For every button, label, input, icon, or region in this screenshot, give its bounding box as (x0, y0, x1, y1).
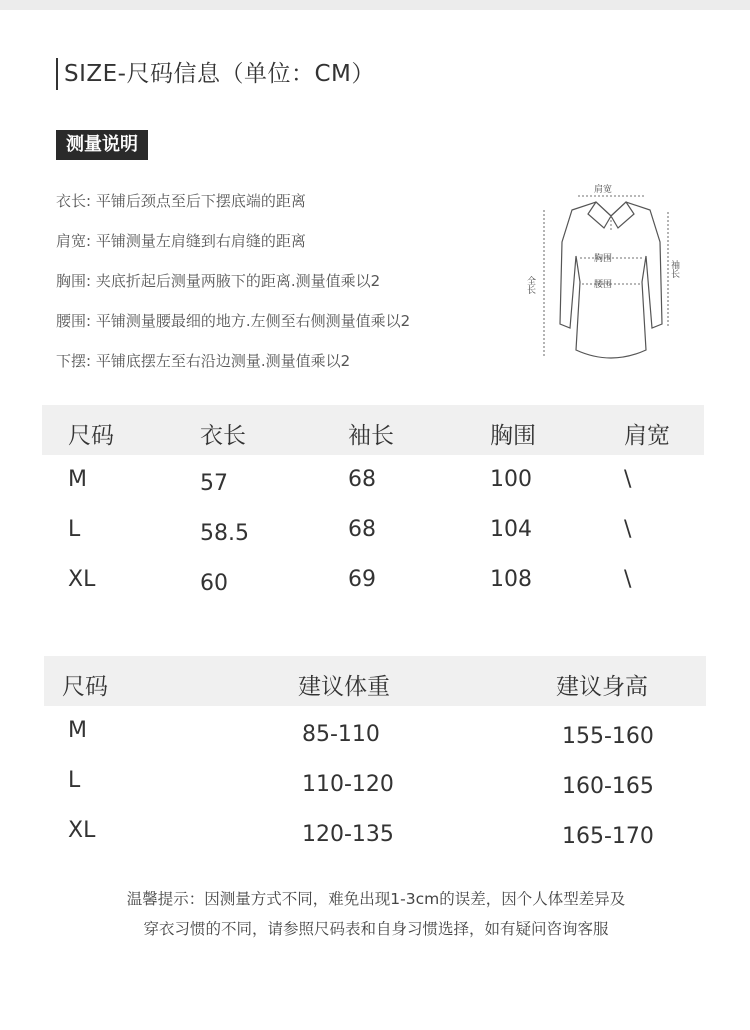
cell-sleeve: 68 (348, 517, 376, 542)
cell-size: M (68, 467, 87, 492)
dress-measurement-figure (522, 172, 700, 372)
cell-size: XL (68, 818, 96, 843)
cell-shoulder: \ (624, 567, 632, 592)
table-row (44, 806, 706, 856)
cell-size: L (68, 517, 81, 542)
size-table-header (42, 405, 704, 455)
cell-weight: 110-120 (302, 772, 394, 797)
cell-weight: 85-110 (302, 722, 380, 747)
cell-height: 160-165 (562, 774, 654, 799)
measure-note-hem: 下摆: 平铺底摆左至右沿边测量.测量值乘以2 (56, 352, 351, 370)
footnote-line-1: 温馨提示：因测量方式不同，难免出现1-3cm的误差，因个人体型差异及 (126, 890, 626, 908)
figure-label-length: 全长 (525, 276, 535, 294)
cell-length: 60 (200, 571, 228, 596)
header-bust: 胸围 (490, 423, 536, 449)
size-table (42, 405, 704, 605)
cell-height: 165-170 (562, 824, 654, 849)
cell-weight: 120-135 (302, 822, 394, 847)
cell-size: XL (68, 567, 96, 592)
header-shoulder: 肩宽 (624, 423, 670, 449)
table-row (44, 756, 706, 806)
cell-length: 58.5 (200, 521, 249, 546)
cell-size: L (68, 768, 81, 793)
cell-shoulder: \ (624, 517, 632, 542)
cell-bust: 108 (490, 567, 532, 592)
measure-notes (56, 188, 526, 388)
figure-label-bust: 胸围 (594, 254, 613, 264)
header-size: 尺码 (68, 423, 114, 449)
measure-note-shoulder: 肩宽: 平铺测量左肩缝到右肩缝的距离 (56, 232, 306, 250)
fit-table-header (44, 656, 706, 706)
cell-sleeve: 68 (348, 467, 376, 492)
header-sleeve: 袖长 (348, 423, 394, 449)
fit-table (44, 656, 706, 856)
figure-label-sleeve: 袖长 (669, 260, 679, 278)
top-strip (0, 0, 750, 10)
header-height: 建议身高 (556, 674, 648, 700)
table-row (42, 505, 704, 555)
footnote-line-2: 穿衣习惯的不同，请参照尺码表和自身习惯选择，如有疑问咨询客服 (143, 920, 609, 938)
cell-height: 155-160 (562, 724, 654, 749)
cell-bust: 104 (490, 517, 532, 542)
cell-size: M (68, 718, 87, 743)
header-size: 尺码 (62, 674, 108, 700)
table-row (42, 555, 704, 605)
cell-sleeve: 69 (348, 567, 376, 592)
measure-note-waist: 腰围: 平铺测量腰最细的地方.左侧至右侧测量值乘以2 (56, 312, 411, 330)
measure-note-length: 衣长: 平铺后颈点至后下摆底端的距离 (56, 192, 306, 210)
cell-bust: 100 (490, 467, 532, 492)
measure-note-bust: 胸围: 夹底折起后测量两腋下的距离.测量值乘以2 (56, 272, 381, 290)
footnote (60, 884, 692, 944)
table-row (42, 455, 704, 505)
figure-label-shoulder: 肩宽 (594, 185, 613, 195)
cell-length: 57 (200, 471, 228, 496)
page-title: SIZE-尺码信息（单位：CM） (56, 58, 375, 90)
header-length: 衣长 (200, 423, 246, 449)
table-row (44, 706, 706, 756)
dress-sketch-icon (522, 172, 700, 372)
figure-label-waist: 腰围 (594, 280, 613, 290)
header-weight: 建议体重 (298, 674, 390, 700)
measure-section-tag: 测量说明 (56, 130, 148, 160)
cell-shoulder: \ (624, 467, 632, 492)
